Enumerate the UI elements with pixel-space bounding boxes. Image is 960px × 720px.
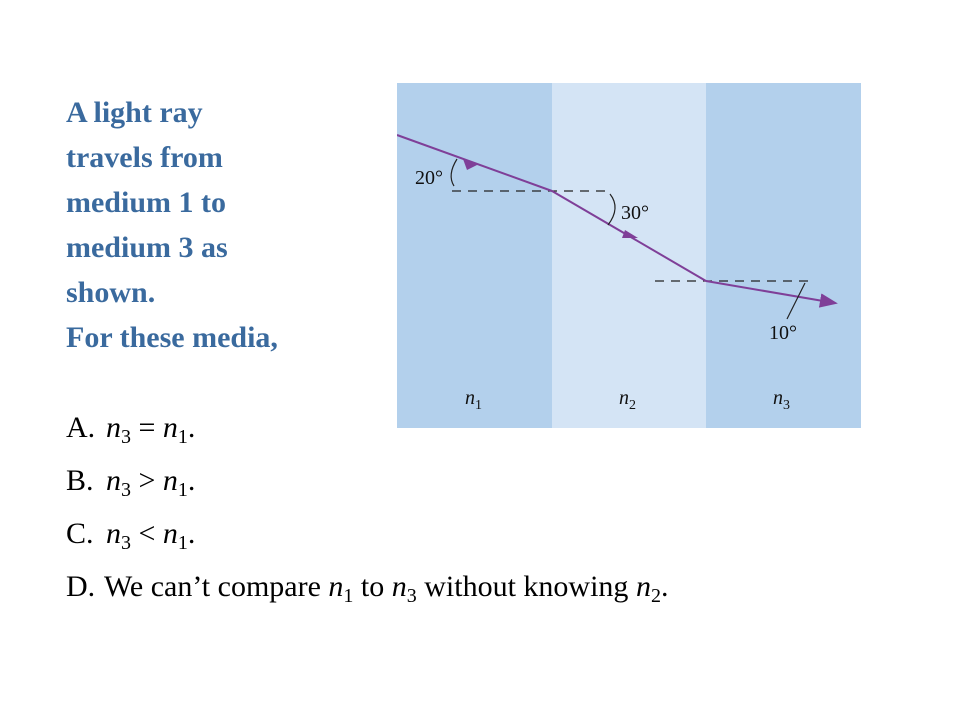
- choice-text: .: [187, 411, 196, 444]
- question-text: A light ray travels from medium 1 to medium 3 as shown. For these media,: [66, 96, 278, 354]
- choice-text: =: [131, 411, 163, 444]
- choice-text: n: [162, 464, 178, 497]
- subscript: 2: [650, 585, 661, 607]
- angle-label-10: 10°: [769, 322, 797, 344]
- choice-text: n: [635, 570, 651, 603]
- refraction-diagram: [397, 83, 861, 428]
- choice-text: n: [162, 517, 178, 550]
- choice-text: .: [660, 570, 669, 603]
- medium-label-3: $n_3$: [773, 387, 790, 413]
- angle-label-20: 20°: [415, 167, 443, 189]
- choice-text: n: [391, 570, 407, 603]
- subscript: 3: [121, 532, 131, 554]
- choice-text: to: [353, 570, 392, 603]
- choice-a[interactable]: [66, 411, 196, 448]
- choice-letter: B.: [66, 464, 94, 497]
- choice-letter: A.: [66, 411, 96, 444]
- medium-label-2: $n_2$: [619, 387, 636, 413]
- subscript: 3: [121, 426, 131, 448]
- subscript: 3: [406, 585, 417, 607]
- choice-text: n: [106, 464, 121, 497]
- subscript: 1: [177, 426, 188, 448]
- choice-text: >: [131, 464, 163, 497]
- choice-text: .: [187, 517, 196, 550]
- choice-d[interactable]: [66, 570, 669, 607]
- subscript: 1: [343, 585, 354, 607]
- choice-letter: C.: [66, 517, 94, 550]
- choice-letter: D.: [66, 570, 96, 603]
- choice-c[interactable]: [66, 517, 196, 554]
- choice-text: n: [106, 517, 121, 550]
- choice-text: <: [131, 517, 163, 550]
- choice-text: We can’t compare: [104, 570, 329, 603]
- subscript: 3: [121, 479, 131, 501]
- choice-text: without knowing: [416, 570, 636, 603]
- medium-3-region: [706, 83, 861, 428]
- subscript: 1: [177, 479, 188, 501]
- choice-text: n: [106, 411, 121, 444]
- medium-2-region: [552, 83, 706, 428]
- medium-1-region: [397, 83, 552, 428]
- choice-b[interactable]: [66, 464, 196, 501]
- choice-text: .: [187, 464, 196, 497]
- subscript: 1: [177, 532, 188, 554]
- angle-label-30: 30°: [621, 202, 649, 224]
- medium-label-1: $n_1$: [465, 387, 482, 413]
- choice-text: n: [328, 570, 344, 603]
- choice-text: n: [162, 411, 178, 444]
